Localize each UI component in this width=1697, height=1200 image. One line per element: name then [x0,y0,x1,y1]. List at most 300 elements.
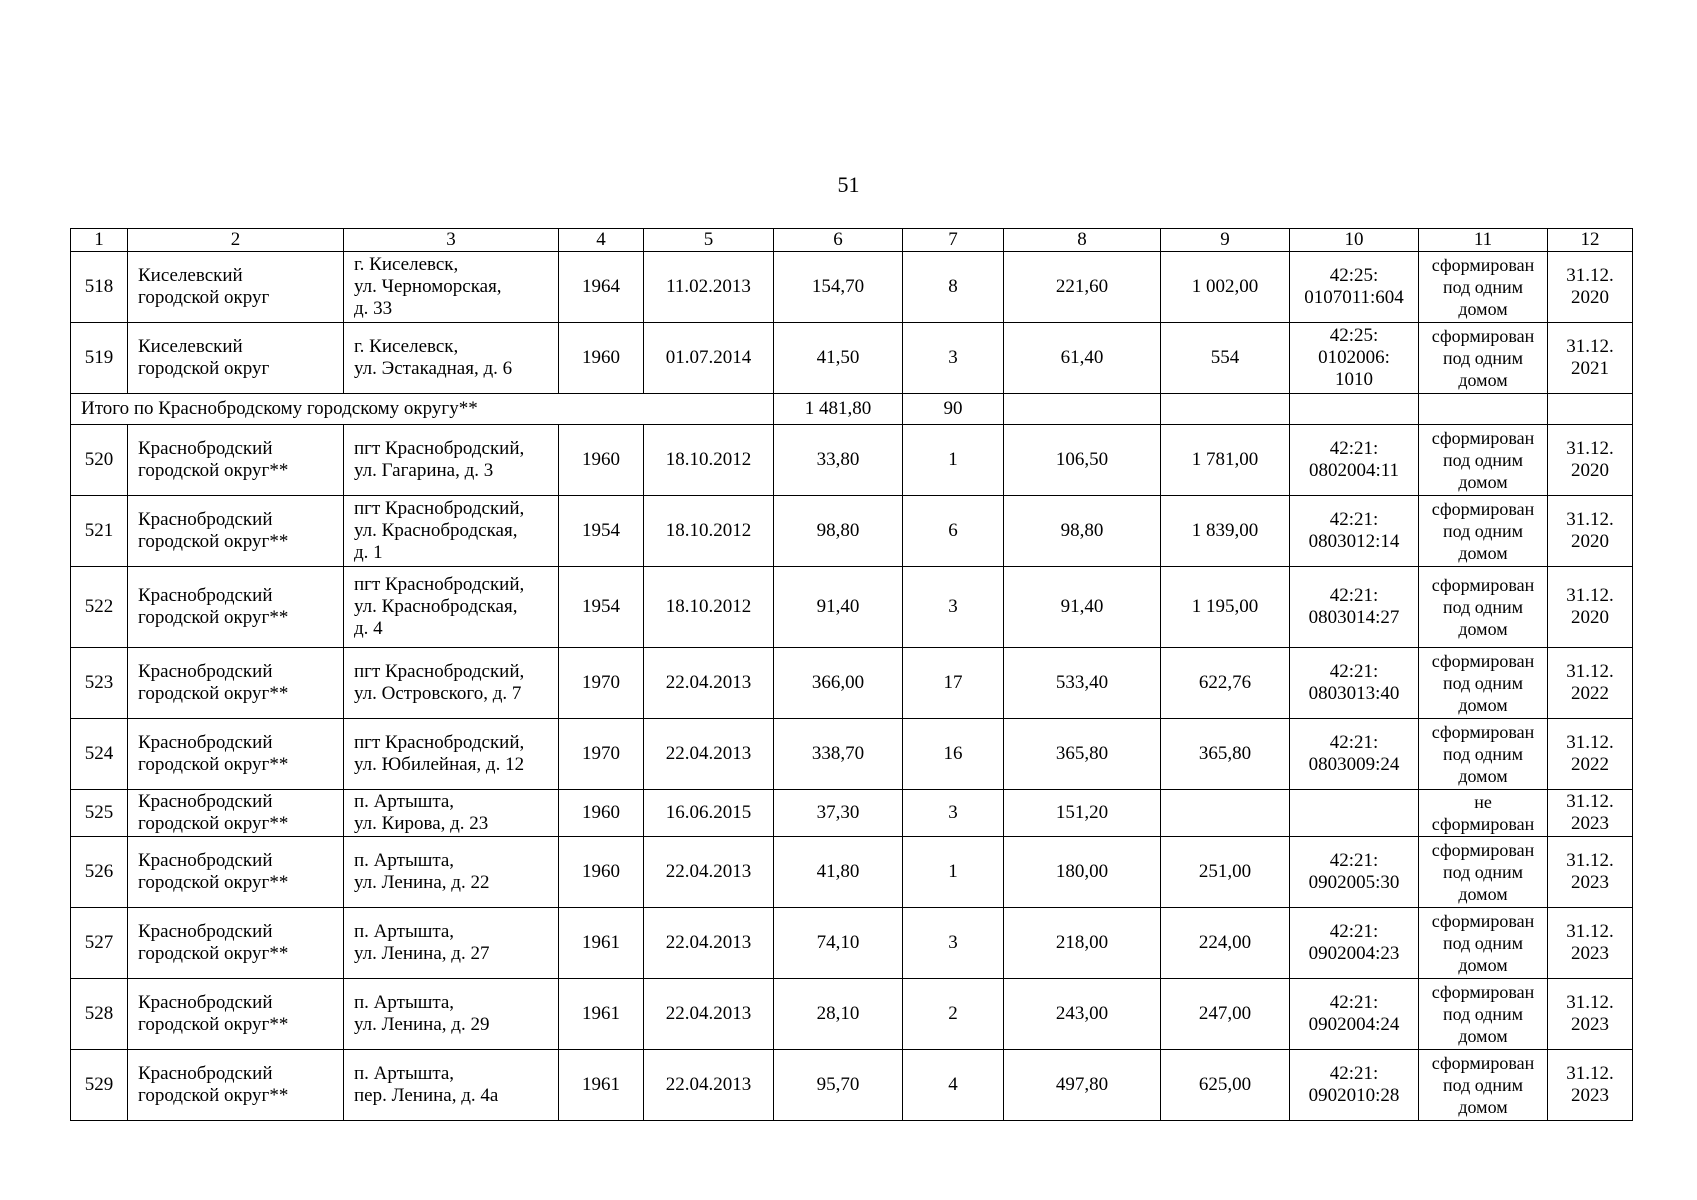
cell-line: Киселевский [138,336,243,357]
cell-line: сформирован [1431,722,1535,742]
land-area-cell: 625,00 [1161,1050,1290,1121]
address-cell [344,567,559,648]
date-cell: 22.04.2013 [644,648,774,719]
total-area: 1 481,80 [774,394,903,425]
cell-line: домом [1458,955,1508,975]
cell-line: 2023 [1571,872,1609,893]
status-cell [1419,719,1548,790]
people-cell: 2 [903,979,1004,1050]
deadline-cell [1548,719,1633,790]
cell-line: 0902004:23 [1308,943,1400,964]
area-cell: 98,80 [774,496,903,567]
table-row [71,323,1633,394]
year-cell: 1954 [559,567,644,648]
address-cell [344,425,559,496]
area-cell: 338,70 [774,719,903,790]
address-cell [344,719,559,790]
people-cell: 3 [903,567,1004,648]
year-cell: 1960 [559,790,644,837]
row-number-cell: 529 [71,1050,128,1121]
deadline-cell [1548,425,1633,496]
cell-line: пгт Краснобродский, [354,574,525,595]
people-cell: 16 [903,719,1004,790]
table-row [71,790,1633,837]
cell-line: Краснобродский [138,732,273,753]
cell-line: городской округ** [138,1085,289,1106]
date-cell: 22.04.2013 [644,979,774,1050]
table-row [71,567,1633,648]
row-number-cell: 528 [71,979,128,1050]
cell-line: сформирован [1431,428,1535,448]
total-people: 90 [903,394,1004,425]
date-cell: 16.06.2015 [644,790,774,837]
table-row [71,648,1633,719]
cell-line: 42:21: [1329,585,1379,606]
cell-line: Краснобродский [138,921,273,942]
land-area-cell: 1 839,00 [1161,496,1290,567]
deadline-cell [1548,567,1633,648]
cell-line: 2020 [1571,287,1609,308]
district-cell [128,567,344,648]
cell-line: ул. Ленина, д. 29 [354,1014,490,1035]
row-number-cell: 524 [71,719,128,790]
address-cell [344,790,559,837]
district-cell [128,323,344,394]
address-cell [344,648,559,719]
address-cell [344,908,559,979]
cell-line: домом [1458,766,1508,786]
cell-line: 31.12. [1566,509,1614,530]
address-cell [344,323,559,394]
cell-line: городской округ** [138,872,289,893]
empty-cell [1548,394,1633,425]
table-row [71,425,1633,496]
district-cell [128,790,344,837]
cell-line: Краснобродский [138,850,273,871]
land-area-cell: 224,00 [1161,908,1290,979]
cadastral-cell [1290,567,1419,648]
cadastral-cell [1290,323,1419,394]
column-header: 11 [1419,229,1548,252]
cell-line: сформирован [1431,651,1535,671]
land-area-cell: 247,00 [1161,979,1290,1050]
district-cell [128,979,344,1050]
cadastral-cell [1290,496,1419,567]
district-cell [128,425,344,496]
status-cell [1419,425,1548,496]
cell-line: п. Артышта, [354,1063,455,1084]
cadastral-cell [1290,979,1419,1050]
district-cell [128,837,344,908]
status-cell [1419,908,1548,979]
land-area-cell: 251,00 [1161,837,1290,908]
cell-line: сформирован [1431,1053,1535,1073]
cell-line: пгт Краснобродский, [354,661,525,682]
column-header: 3 [344,229,559,252]
table-row [71,719,1633,790]
deadline-cell [1548,323,1633,394]
cell-line: 42:25: [1329,325,1379,346]
year-cell: 1961 [559,979,644,1050]
area2-cell: 61,40 [1004,323,1161,394]
cell-line: домом [1458,695,1508,715]
row-number-cell: 525 [71,790,128,837]
date-cell: 22.04.2013 [644,837,774,908]
column-header: 7 [903,229,1004,252]
cell-line: 0902004:24 [1308,1014,1400,1035]
cell-line: пер. Ленина, д. 4а [354,1085,499,1106]
cell-line: сформирован [1431,911,1535,931]
cell-line: п. Артышта, [354,992,455,1013]
cell-line: домом [1458,1097,1508,1117]
column-header: 5 [644,229,774,252]
cell-line: 0902010:28 [1308,1085,1400,1106]
cell-line: ул. Островского, д. 7 [354,683,522,704]
row-number-cell: 527 [71,908,128,979]
empty-cell [1161,394,1290,425]
status-cell [1419,790,1548,837]
area2-cell: 91,40 [1004,567,1161,648]
area2-cell: 98,80 [1004,496,1161,567]
cell-line: 0803013:40 [1308,683,1400,704]
cell-line: ул. Юбилейная, д. 12 [354,754,525,775]
row-number-cell: 519 [71,323,128,394]
page-number: 51 [837,172,860,197]
address-cell [344,979,559,1050]
cadastral-cell [1290,719,1419,790]
land-area-cell: 554 [1161,323,1290,394]
cell-line: домом [1458,543,1508,563]
cell-line: сформирован [1431,840,1535,860]
cell-line: Краснобродский [138,1063,273,1084]
cell-line: 2023 [1571,813,1609,834]
cell-line: под одним [1442,862,1524,882]
cell-line: городской округ** [138,607,289,628]
row-number-cell: 523 [71,648,128,719]
cadastral-cell [1290,1050,1419,1121]
people-cell: 3 [903,908,1004,979]
row-number-cell: 526 [71,837,128,908]
cell-line: 2022 [1571,683,1609,704]
cell-line: домом [1458,1026,1508,1046]
deadline-cell [1548,648,1633,719]
cell-line: городской округ** [138,813,289,834]
cell-line: под одним [1442,348,1524,368]
date-cell: 18.10.2012 [644,496,774,567]
deadline-cell [1548,837,1633,908]
cell-line: городской округ** [138,754,289,775]
area2-cell: 533,40 [1004,648,1161,719]
area2-cell: 151,20 [1004,790,1161,837]
year-cell: 1954 [559,496,644,567]
cell-line: домом [1458,619,1508,639]
total-label: Итого по Краснобродскому городскому округу** [71,394,774,425]
table-body [71,229,1633,1121]
cell-line: Краснобродский [138,585,273,606]
people-cell: 17 [903,648,1004,719]
people-cell: 6 [903,496,1004,567]
cell-line: 31.12. [1566,992,1614,1013]
status-cell [1419,567,1548,648]
cell-line: 31.12. [1566,732,1614,753]
cadastral-cell [1290,648,1419,719]
cell-line: 2023 [1571,1085,1609,1106]
column-header: 9 [1161,229,1290,252]
column-header: 4 [559,229,644,252]
cell-line: пгт Краснобродский, [354,438,525,459]
cell-line: 2020 [1571,607,1609,628]
district-cell [128,252,344,323]
cell-line: под одним [1442,673,1524,693]
cell-line: 0102006: [1318,347,1390,368]
status-cell [1419,1050,1548,1121]
date-cell: 22.04.2013 [644,719,774,790]
empty-cell [1004,394,1161,425]
area-cell: 366,00 [774,648,903,719]
cell-line: д. 33 [354,298,393,319]
cell-line: 2020 [1571,460,1609,481]
cell-line: п. Артышта, [354,921,455,942]
date-cell: 22.04.2013 [644,1050,774,1121]
cell-line: ул. Гагарина, д. 3 [354,460,494,481]
deadline-cell [1548,790,1633,837]
status-cell [1419,837,1548,908]
column-header: 12 [1548,229,1633,252]
cell-line: 42:21: [1329,1063,1379,1084]
row-number-cell: 521 [71,496,128,567]
deadline-cell [1548,252,1633,323]
column-number-row [71,229,1633,252]
cell-line: 2023 [1571,1014,1609,1035]
people-cell: 4 [903,1050,1004,1121]
cell-line: городской округ** [138,683,289,704]
cell-line: п. Артышта, [354,791,455,812]
cadastral-cell [1290,908,1419,979]
table-row [71,496,1633,567]
land-area-cell: 1 002,00 [1161,252,1290,323]
cadastral-cell [1290,790,1419,837]
year-cell: 1960 [559,425,644,496]
cell-line: сформирован [1431,575,1535,595]
cell-line: домом [1458,884,1508,904]
cell-line: сформирован [1431,499,1535,519]
cell-line: пгт Краснобродский, [354,498,525,519]
area2-cell: 497,80 [1004,1050,1161,1121]
area2-cell: 365,80 [1004,719,1161,790]
people-cell: 3 [903,790,1004,837]
column-header: 8 [1004,229,1161,252]
people-cell: 8 [903,252,1004,323]
cell-line: городской округ** [138,460,289,481]
cell-line: под одним [1442,1004,1524,1024]
cadastral-cell [1290,837,1419,908]
land-area-cell: 1 781,00 [1161,425,1290,496]
cell-line: г. Киселевск, [354,336,459,357]
area2-cell: 180,00 [1004,837,1161,908]
cell-line: Краснобродский [138,661,273,682]
column-header: 1 [71,229,128,252]
cell-line: городской округ** [138,943,289,964]
area-cell: 41,80 [774,837,903,908]
date-cell: 18.10.2012 [644,425,774,496]
cell-line: домом [1458,370,1508,390]
year-cell: 1960 [559,837,644,908]
year-cell: 1960 [559,323,644,394]
address-cell [344,496,559,567]
column-header: 10 [1290,229,1419,252]
total-row [71,394,1633,425]
cell-line: 1010 [1335,369,1373,390]
status-cell [1419,979,1548,1050]
register-table [70,228,1633,1121]
cell-line: 0902005:30 [1308,872,1400,893]
cadastral-cell [1290,252,1419,323]
cell-line: не [1474,792,1492,812]
cell-line: ул. Эстакадная, д. 6 [354,358,513,379]
empty-cell [1419,394,1548,425]
year-cell: 1970 [559,719,644,790]
cell-line: под одним [1442,597,1524,617]
cell-line: 31.12. [1566,850,1614,871]
year-cell: 1961 [559,908,644,979]
cell-line: 31.12. [1566,265,1614,286]
cell-line: под одним [1442,1075,1524,1095]
cell-line: 31.12. [1566,585,1614,606]
district-cell [128,496,344,567]
cell-line: 0803012:14 [1308,531,1400,552]
cell-line: 2021 [1571,358,1609,379]
land-area-cell: 365,80 [1161,719,1290,790]
cell-line: домом [1458,299,1508,319]
area-cell: 37,30 [774,790,903,837]
cell-line: 31.12. [1566,438,1614,459]
cell-line: домом [1458,472,1508,492]
cell-line: городской округ [138,358,270,379]
address-cell [344,1050,559,1121]
cell-line: ул. Ленина, д. 27 [354,943,490,964]
people-cell: 3 [903,323,1004,394]
cell-line: ул. Краснобродская, [354,596,518,617]
year-cell: 1970 [559,648,644,719]
row-number-cell: 522 [71,567,128,648]
cell-line: 42:21: [1329,438,1379,459]
district-cell [128,719,344,790]
cell-line: сформирован [1431,982,1535,1002]
cell-line: д. 4 [354,618,383,639]
column-header: 2 [128,229,344,252]
cell-line: 31.12. [1566,921,1614,942]
area-cell: 28,10 [774,979,903,1050]
cell-line: пгт Краснобродский, [354,732,525,753]
table-row [71,1050,1633,1121]
district-cell [128,1050,344,1121]
cell-line: ул. Ленина, д. 22 [354,872,490,893]
district-cell [128,908,344,979]
row-number-cell: 518 [71,252,128,323]
cell-line: сформирован [1431,255,1535,275]
status-cell [1419,323,1548,394]
year-cell: 1964 [559,252,644,323]
row-number-cell: 520 [71,425,128,496]
cell-line: 31.12. [1566,1063,1614,1084]
date-cell: 01.07.2014 [644,323,774,394]
cell-line: городской округ** [138,1014,289,1035]
land-area-cell: 1 195,00 [1161,567,1290,648]
cell-line: Краснобродский [138,992,273,1013]
cell-line: сформирован [1431,326,1535,346]
address-cell [344,252,559,323]
year-cell: 1961 [559,1050,644,1121]
cell-line: п. Артышта, [354,850,455,871]
date-cell: 18.10.2012 [644,567,774,648]
area-cell: 41,50 [774,323,903,394]
cell-line: 0803009:24 [1308,754,1400,775]
date-cell: 11.02.2013 [644,252,774,323]
date-cell: 22.04.2013 [644,908,774,979]
district-cell [128,648,344,719]
cell-line: Краснобродский [138,509,273,530]
cell-line: 2023 [1571,943,1609,964]
cell-line: 31.12. [1566,336,1614,357]
deadline-cell [1548,1050,1633,1121]
cell-line: ул. Кирова, д. 23 [354,813,489,834]
cell-line: под одним [1442,277,1524,297]
area-cell: 95,70 [774,1050,903,1121]
cell-line: 42:21: [1329,509,1379,530]
deadline-cell [1548,908,1633,979]
cell-line: 42:21: [1329,661,1379,682]
area-cell: 74,10 [774,908,903,979]
cell-line: 42:21: [1329,850,1379,871]
cell-line: под одним [1442,933,1524,953]
cell-line: сформирован [1431,814,1535,834]
status-cell [1419,496,1548,567]
cell-line: городской округ** [138,531,289,552]
area-cell: 33,80 [774,425,903,496]
land-area-cell: 622,76 [1161,648,1290,719]
table-row [71,908,1633,979]
cell-line: 0802004:11 [1308,460,1400,481]
table-row [71,252,1633,323]
area2-cell: 106,50 [1004,425,1161,496]
cell-line: ул. Черноморская, [354,276,502,297]
cell-line: Киселевский [138,265,243,286]
cell-line: Краснобродский [138,438,273,459]
deadline-cell [1548,979,1633,1050]
people-cell: 1 [903,837,1004,908]
cell-line: 42:21: [1329,732,1379,753]
status-cell [1419,252,1548,323]
cell-line: г. Киселевск, [354,254,459,275]
area2-cell: 221,60 [1004,252,1161,323]
area-cell: 91,40 [774,567,903,648]
cell-line: 2020 [1571,531,1609,552]
cell-line: под одним [1442,521,1524,541]
area2-cell: 218,00 [1004,908,1161,979]
cell-line: 42:21: [1329,992,1379,1013]
cell-line: 2022 [1571,754,1609,775]
cell-line: ул. Краснобродская, [354,520,518,541]
cell-line: под одним [1442,744,1524,764]
cell-line: Краснобродский [138,791,273,812]
address-cell [344,837,559,908]
area-cell: 154,70 [774,252,903,323]
table-row [71,837,1633,908]
cell-line: 0107011:604 [1304,287,1404,308]
cell-line: 42:21: [1329,921,1379,942]
deadline-cell [1548,496,1633,567]
cell-line: городской округ [138,287,270,308]
